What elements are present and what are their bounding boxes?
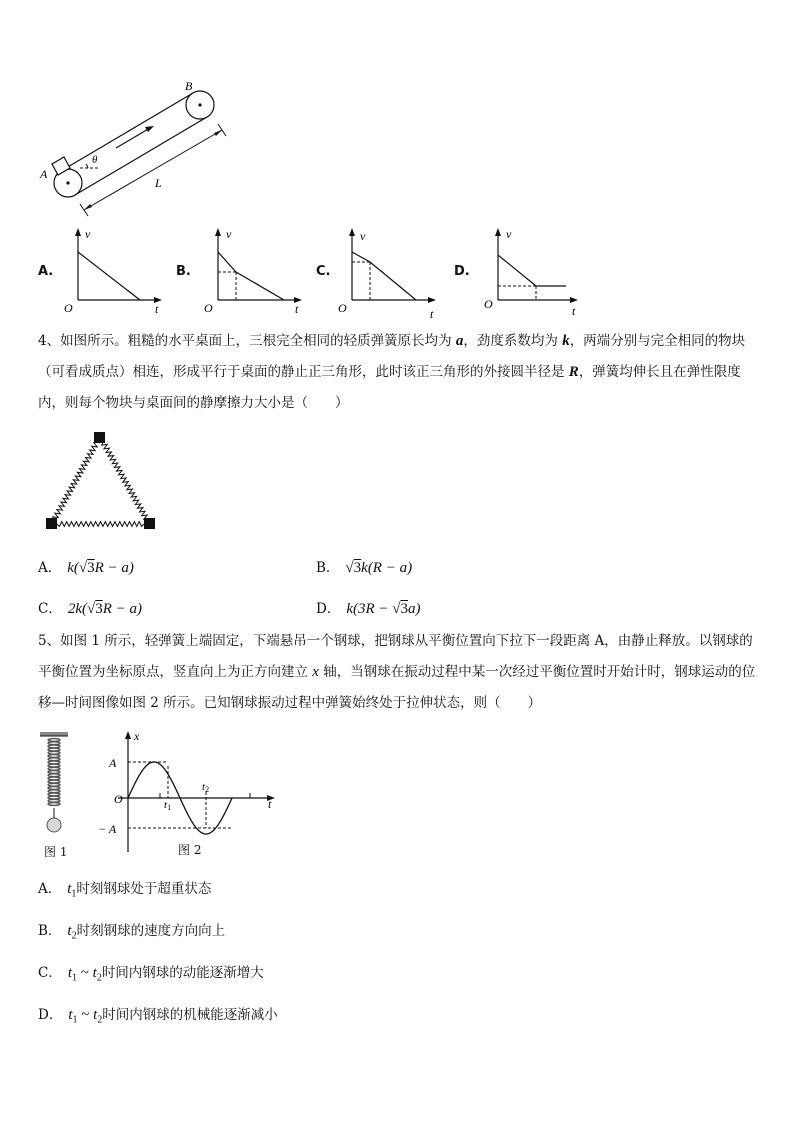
q5-option-a[interactable]: A． $t_1$时刻钢球处于超重状态 bbox=[38, 881, 212, 900]
vt-b-t: t bbox=[295, 302, 299, 316]
q3-option-c-letter: C. bbox=[316, 264, 331, 279]
vt-b-o: O bbox=[204, 301, 213, 315]
label-b: B bbox=[185, 79, 193, 93]
q5-number: 5、 bbox=[38, 633, 61, 649]
q3-option-b-letter: B. bbox=[176, 264, 191, 279]
xt-label-t2: t2 bbox=[202, 781, 210, 794]
q3-option-a-letter: A. bbox=[38, 264, 54, 279]
q4-option-a[interactable]: A． k(√3R − a) bbox=[38, 560, 134, 576]
label-a: A bbox=[40, 167, 48, 181]
q5-option-c[interactable]: C． $t_1$ ~ $t_2$时间内钢球的动能逐渐增大 bbox=[38, 965, 264, 984]
q5-question: 5、如图 1 所示，轻弹簧上端固定，下端悬吊一个钢球，把钢球从平衡位置向下拉下一段距离 A，由静止释放。以钢球的平衡位置为坐标原点，竖直向上为正方向建立 x 轴，当钢球在振动过程中某一次经过平衡位置时开始计时，钢球运动的位移—时间图像如图 2 所示。已知钢球振动过程中弹簧始终处于拉伸状态，则（ ） bbox=[38, 633, 756, 711]
vt-c-t: t bbox=[430, 307, 434, 321]
label-l: L bbox=[155, 176, 162, 190]
fig1-caption: 图 1 bbox=[44, 845, 68, 859]
vt-b-v: v bbox=[226, 227, 232, 241]
label-theta: θ bbox=[92, 154, 98, 166]
xt-axis-t: t bbox=[268, 797, 272, 811]
q3-option-d-letter: D. bbox=[454, 264, 470, 279]
xt-label-t1: t1 bbox=[164, 799, 172, 812]
q4-option-d[interactable]: D． k(3R − √3a) bbox=[316, 601, 421, 617]
xt-label-neg-a: − A bbox=[98, 822, 117, 836]
q4-option-b[interactable]: B． √3k(R − a) bbox=[316, 560, 413, 576]
q4-question: 4、如图所示。粗糙的水平桌面上，三根完全相同的轻质弹簧原长均为 a，劲度系数均为 k，两端分别与完全相同的物块（可看成质点）相连，形成平行于桌面的静止正三角形，此时该正三角形的外接圆半径是 R，弹簧均伸长且在弹性限度内，则每个物块与桌面间的静摩擦力大小是（ ） bbox=[38, 333, 746, 411]
vt-a-v: v bbox=[85, 227, 91, 241]
vt-a-o: O bbox=[64, 301, 73, 315]
q4-number: 4、 bbox=[38, 333, 61, 349]
fig2-caption: 图 2 bbox=[178, 843, 202, 857]
vt-c-o: O bbox=[338, 301, 347, 315]
vt-d-t: t bbox=[572, 304, 576, 318]
xt-axis-x: x bbox=[134, 729, 140, 743]
xt-origin: O bbox=[114, 792, 123, 806]
xt-label-a: A bbox=[109, 756, 117, 770]
q4-option-c[interactable]: C． 2k(√3R − a) bbox=[38, 601, 143, 617]
vt-d-v: v bbox=[506, 227, 512, 241]
vt-d-o: O bbox=[484, 297, 493, 311]
q5-option-d[interactable]: D． $t_1$ ~ $t_2$时间内钢球的机械能逐渐减小 bbox=[38, 1007, 278, 1026]
vt-a-t: t bbox=[155, 302, 159, 316]
q5-option-b[interactable]: B． $t_2$时刻钢球的速度方向向上 bbox=[38, 923, 226, 942]
vt-c-v: v bbox=[360, 229, 366, 243]
